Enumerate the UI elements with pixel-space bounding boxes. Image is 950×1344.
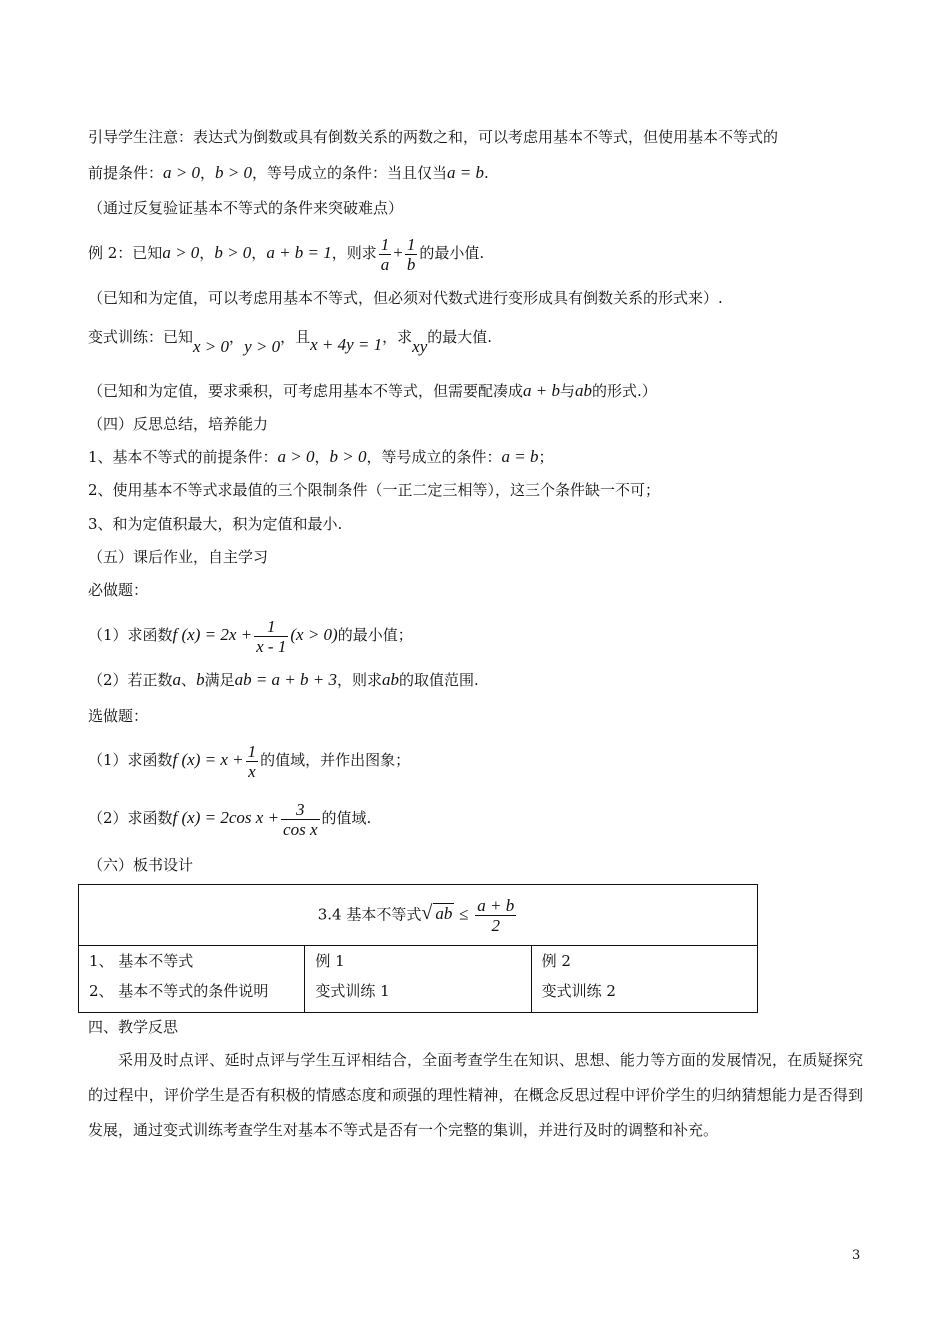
section-heading: （五）课后作业，自主学习	[88, 548, 269, 566]
text-line: （已知和为定值，要求乘积，可考虑用基本不等式，但需要配凑成a + b与ab的形式.）	[88, 381, 657, 400]
page-number: 3	[852, 1248, 861, 1263]
fraction: $\frac{3}{\text{cos x}}$	[283, 799, 318, 839]
sqrt-expression: √ ab	[421, 902, 453, 924]
text-line: 1、基本不等式的前提条件：a > 0，b > 0，等号成立的条件：a = b；	[88, 447, 554, 466]
board-column-3: 例 2 变式训练 2	[531, 946, 757, 1013]
text-line: 2、使用基本不等式求最值的三个限制条件（一正二定三相等），这三个条件缺一不可；	[88, 481, 661, 499]
text-line: （已知和为定值，可以考虑用基本不等式，但必须对代数式进行变形成具有倒数关系的形式来）.	[88, 289, 723, 307]
math: a = b	[447, 163, 484, 182]
variant-training: 变式训练：已知x > 0，y > 0，且x + 4y = 1，求xy的最大值.	[88, 328, 493, 356]
fraction: $\frac{1}{a}$	[380, 234, 390, 274]
text-line: 必做题：	[88, 581, 149, 599]
board-title: 3.4 基本不等式√ ab ≤ $\frac{a + b}{2}$	[79, 885, 758, 946]
section-heading: （六）板书设计	[88, 856, 194, 874]
optional-2: （2）求函数f (x) = 2cos x + $\frac{3}{\text{cos x}}$ 的值域.	[88, 799, 372, 839]
board-column-1: 1、 基本不等式 2、 基本不等式的条件说明	[79, 946, 305, 1013]
math: a > 0	[163, 163, 200, 182]
math: b > 0	[215, 163, 252, 182]
text-line: 3、和为定值积最大，积为定值和最小.	[88, 515, 343, 533]
section-heading: 四、教学反思	[88, 1018, 179, 1036]
homework-2: （2）若正数a、b满足ab = a + b + 3，则求ab的取值范围.	[88, 670, 479, 689]
fraction: $\frac{1}{x - 1}$	[256, 616, 287, 656]
optional-1: （1）求函数f (x) = x + $\frac{1}{x}$ 的值域，并作出图象；	[88, 741, 411, 781]
homework-1: （1）求函数f (x) = 2x + $\frac{1}{x - 1}$ (x > 0)的最小值；	[88, 616, 413, 656]
text-line: 引导学生注意：表达式为倒数或具有倒数关系的两数之和，可以考虑用基本不等式，但使用基本不等式的	[88, 128, 779, 146]
section-heading: （四）反思总结，培养能力	[88, 415, 269, 433]
fraction: $\frac{a + b}{2}$	[477, 895, 515, 935]
reflection-paragraph: 采用及时点评、延时点评与学生互评相结合，全面考查学生在知识、思想、能力等方面的发展情况，在质疑探究的过程中，评价学生是否有积极的情感态度和顽强的理性精神，在概念反思过程中评价学生的归纳猜想能力是否得到发展，通过变式训练考查学生对基本不等式是否有一个完整的集训，并进行及时的调整和补充。	[88, 1051, 863, 1139]
board-column-2: 例 1 变式训练 1	[305, 946, 531, 1013]
text-line: 选做题：	[88, 707, 149, 725]
board-design-table	[78, 884, 758, 1013]
text-line: 前提条件：a > 0，b > 0，等号成立的条件：当且仅当a = b.	[88, 163, 489, 182]
fraction: $\frac{1}{x}$	[247, 741, 257, 781]
example-2: 例 2：已知a > 0，b > 0，a + b = 1，则求 $\frac{1}{a}$ + $\frac{1}{b}$ 的最小值.	[88, 234, 485, 274]
text-line: （通过反复验证基本不等式的条件来突破难点）	[88, 199, 404, 217]
fraction: $\frac{1}{b}$	[406, 234, 416, 274]
